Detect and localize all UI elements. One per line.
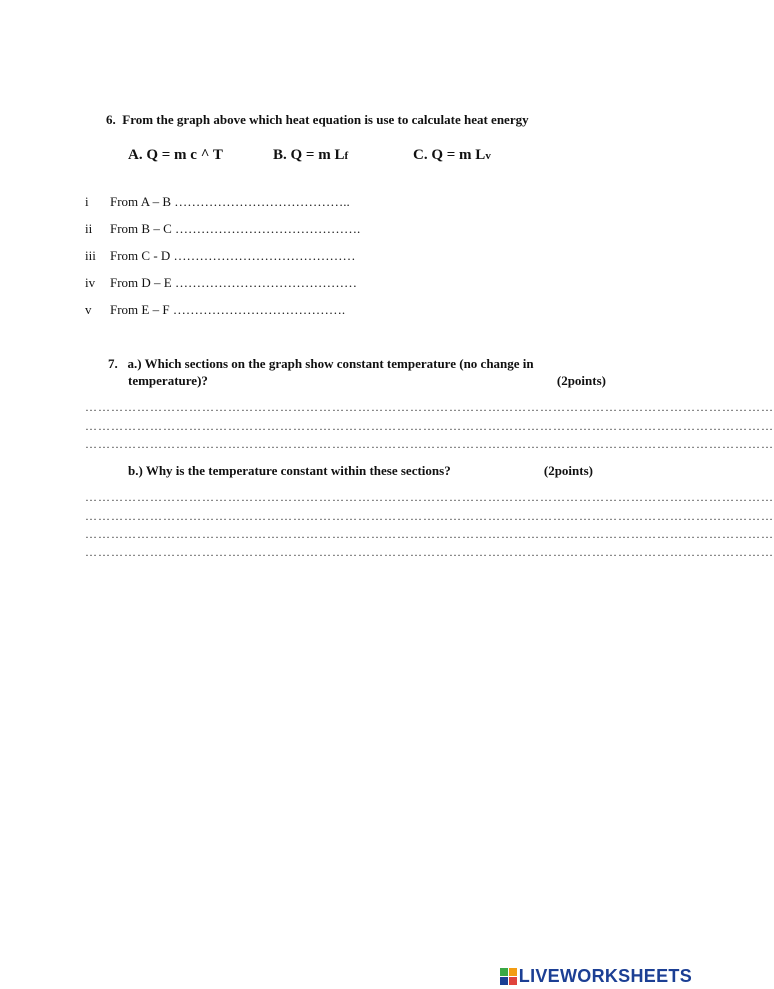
question-7-number: 7.: [108, 356, 118, 371]
option-c: C. Q = m Lv: [413, 147, 491, 163]
row-v[interactable]: v From E – F ………………………………….: [85, 302, 346, 317]
answer-line-7b-1[interactable]: ……………………………………………………………………………………………………………………………………………: [85, 490, 774, 504]
row-ii[interactable]: ii From B – C …………………………………….: [85, 221, 361, 236]
question-7a: [108, 356, 534, 372]
question-7b-points: (2points): [543, 463, 593, 478]
row-iv[interactable]: iv From D – E ……………………………………: [85, 275, 357, 290]
option-b: B. Q = m Lf: [273, 147, 349, 163]
question-7b: [128, 463, 593, 479]
question-6: [106, 112, 529, 128]
answer-line-7a-2[interactable]: ……………………………………………………………………………………………………………………………………………: [85, 419, 774, 433]
answer-line-7a-1[interactable]: ……………………………………………………………………………………………………………………………………………: [85, 400, 774, 414]
liveworksheets-logo[interactable]: [500, 966, 692, 987]
option-a: A. Q = m c ^ T: [128, 147, 223, 163]
question-7b-text: b.) Why is the temperature constant within these sections?: [128, 463, 451, 478]
question-7a-cont: [128, 373, 606, 389]
liveworksheets-logo-icon: [500, 968, 517, 985]
row-i[interactable]: i From A – B …………………………………..: [85, 194, 350, 209]
row-iii[interactable]: iii From C - D ……………………………………: [85, 248, 356, 263]
question-7a-line1: a.) Which sections on the graph show constant temperature (no change in: [127, 356, 534, 371]
question-6-number: 6.: [106, 112, 116, 127]
logo-text: LIVEWORKSHEETS: [518, 966, 692, 986]
answer-line-7b-4[interactable]: ……………………………………………………………………………………………………………………………………………: [85, 545, 774, 559]
answer-line-7b-3[interactable]: ……………………………………………………………………………………………………………………………………………: [85, 527, 774, 541]
question-7a-line2: temperature)?: [128, 373, 208, 388]
question-6-text: From the graph above which heat equation is use to calculate heat energy: [122, 112, 529, 127]
answer-line-7b-2[interactable]: ……………………………………………………………………………………………………………………………………………: [85, 509, 774, 523]
equation-options: [128, 147, 491, 164]
answer-line-7a-3[interactable]: ……………………………………………………………………………………………………………………………………………: [85, 437, 774, 451]
question-7a-points: (2points): [556, 373, 606, 388]
